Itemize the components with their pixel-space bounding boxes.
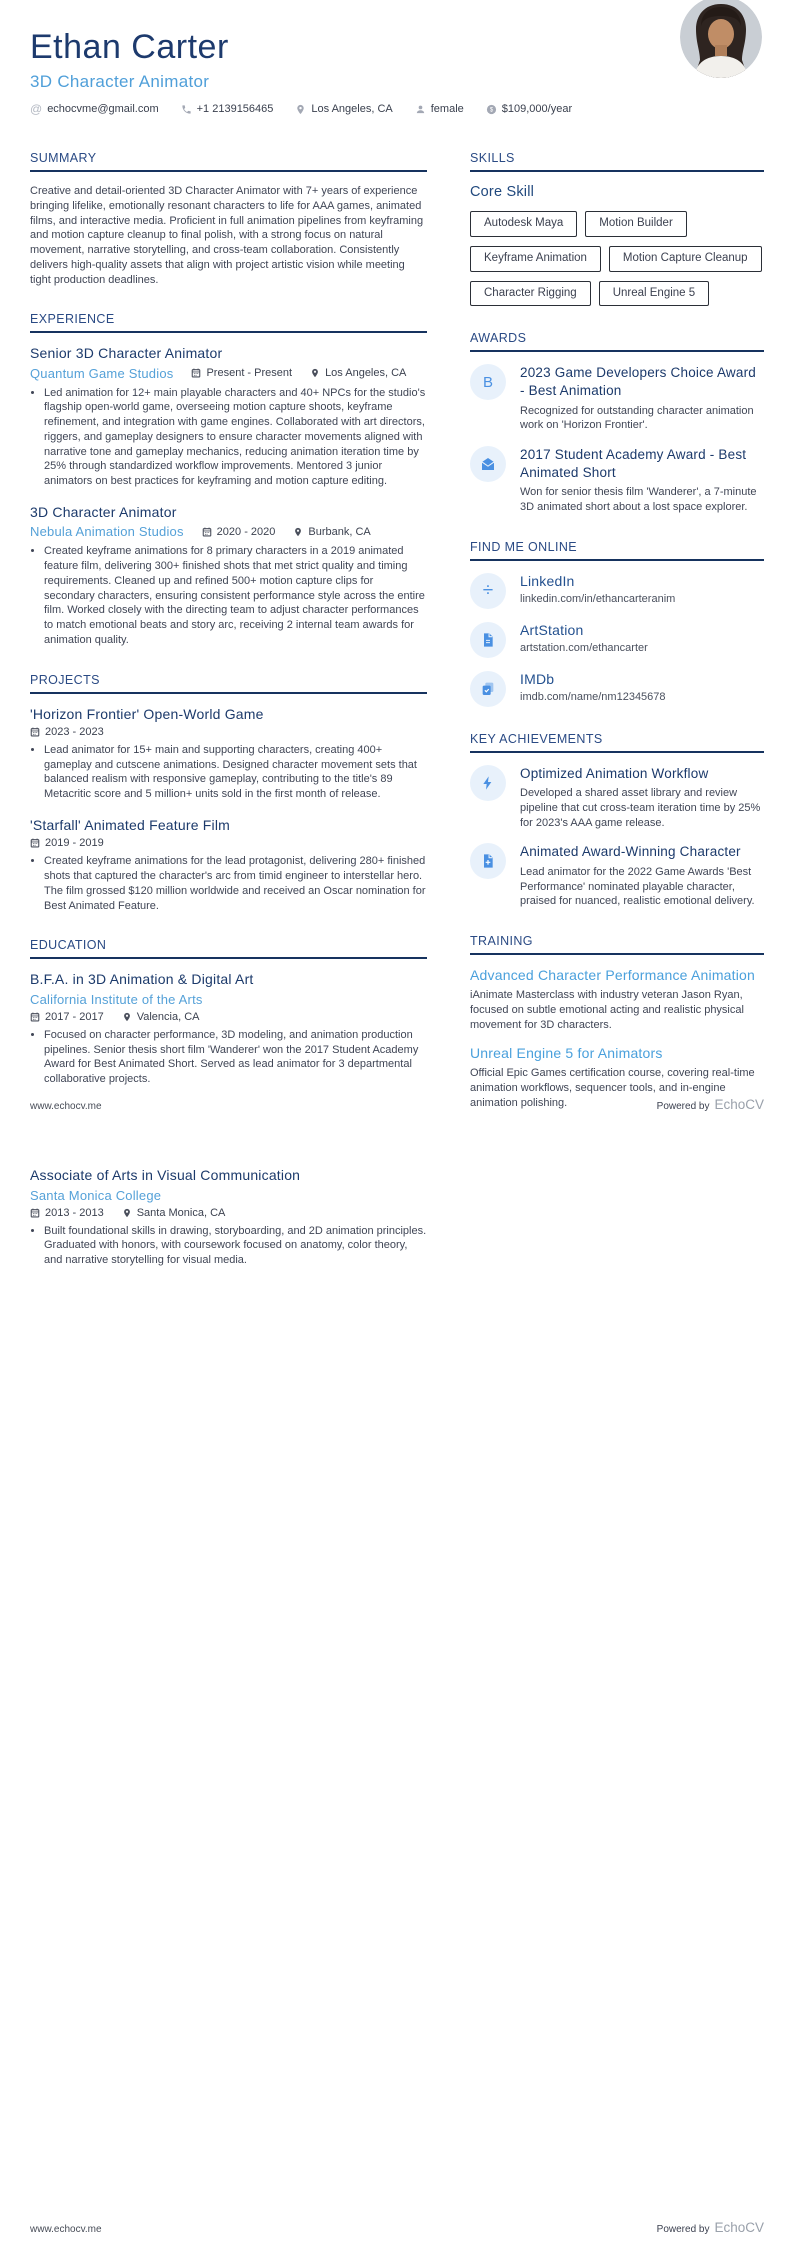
project-bullets [30, 743, 427, 802]
project-dates [30, 837, 104, 849]
training-item [470, 967, 764, 1032]
achievement-text: Lead animator for the 2022 Game Awards 'Best Performance' nominated playable character, praised for nuanced, realistic emotional delivery. [520, 865, 755, 908]
project-dates-value: 2019 - 2019 [45, 837, 104, 850]
project-bullet: • Created keyframe animations for the lead protagonist, delivering 280+ finished shots that captured the character's arc from timid engineer to interstellar hero. The film grossed $120 million worldwide and received an Oscar nomination for Best Animated Feature. [44, 854, 427, 913]
dollar-circle-icon [486, 104, 497, 115]
job-dates [202, 526, 276, 538]
job-dates-value: 2020 - 2020 [216, 525, 276, 538]
contact-location [295, 103, 392, 115]
training-heading: TRAINING [470, 934, 764, 955]
location-value: Los Angeles, CA [311, 103, 393, 116]
company-name: Quantum Game Studios [30, 365, 174, 381]
job-dates [191, 367, 292, 379]
achievement-title: Optimized Animation Workflow [520, 765, 709, 781]
resume-page-2 [0, 1123, 794, 2246]
find-me-online-section [470, 540, 764, 707]
education-location-value: Valencia, CA [136, 1010, 200, 1023]
job-bullets [30, 544, 427, 647]
phone-value: +1 2139156465 [196, 103, 274, 116]
brand-link[interactable]: EchoCV [714, 1097, 764, 1112]
profile-url: artstation.com/ethancarter [520, 641, 648, 654]
summary-heading: SUMMARY [30, 151, 427, 172]
online-profile-artstation[interactable] [470, 622, 764, 658]
skill-chip: Character Rigging [470, 281, 591, 307]
education-location [122, 1011, 200, 1023]
page1-columns [30, 151, 764, 1123]
calendar-icon [30, 727, 40, 737]
job-role: 3D Character Animator [30, 503, 177, 520]
calendar-icon [202, 527, 212, 537]
candidate-name: Ethan Carter [30, 28, 229, 66]
award-item [470, 364, 764, 433]
profile-url: linkedin.com/in/ethancarteranim [520, 592, 676, 605]
job-location [293, 526, 370, 538]
projects-heading: PROJECTS [30, 673, 427, 694]
job-location-value: Burbank, CA [308, 525, 371, 538]
skill-chip: Unreal Engine 5 [599, 281, 709, 307]
training-text: iAnimate Masterclass with industry veteran Jason Ryan, focused on subtle emotional acting and realistic physical movement for 3D characters. [470, 989, 744, 1031]
location-pin-icon [122, 1012, 132, 1022]
person-icon [415, 104, 426, 115]
education-bullets [30, 1028, 427, 1087]
award-text: Won for senior thesis film 'Wanderer', a 7-minute 3D animated short about a lost space explorer. [520, 486, 757, 513]
contact-row [30, 103, 764, 115]
project-bullets [30, 854, 427, 913]
school-name: Santa Monica College [30, 1187, 162, 1203]
project-name: 'Horizon Frontier' Open-World Game [30, 705, 264, 722]
brand-link[interactable]: EchoCV [714, 2220, 764, 2235]
left-column [30, 151, 427, 1123]
experience-item [30, 504, 427, 648]
projects-section [30, 673, 427, 914]
calendar-icon [30, 1208, 40, 1218]
salary-value: $109,000/year [501, 103, 573, 116]
school-name: California Institute of the Arts [30, 991, 203, 1007]
education-item [30, 1167, 427, 1268]
education-location [122, 1207, 226, 1219]
calendar-icon [191, 368, 201, 378]
location-pin-icon [310, 368, 320, 378]
awards-section [470, 331, 764, 514]
gender-value: female [430, 103, 464, 116]
education-location-value: Santa Monica, CA [136, 1206, 226, 1219]
education-item [30, 971, 427, 1086]
job-bullet: • Created keyframe animations for 8 primary characters in a 2019 animated feature film, delivering 300+ finished shots that met strict quality and timing requirements. Cleaned up and refined 500+ motion capture clips for secondary characters, ensuring consistent performance style across the entire film. Worked closely with the directing team to adjust character performances to match emotional beats and story arc, receiving 2 internal team awards for animation quality. [44, 544, 427, 647]
email-value: echocvme@gmail.com [47, 103, 159, 116]
page-footer [30, 2219, 764, 2237]
profile-label[interactable]: IMDb [520, 670, 555, 687]
links-heading: FIND ME ONLINE [470, 540, 764, 561]
file-plus-icon [470, 843, 506, 879]
training-section [470, 934, 764, 1110]
skill-chip: Motion Builder [585, 211, 687, 237]
profile-url: imdb.com/name/nm12345678 [520, 690, 666, 703]
location-pin-icon [295, 104, 306, 115]
job-bullet: • Led animation for 12+ main playable characters and 40+ NPCs for the studio's flagship open-world game, overseeing motion capture shoots, keyframe refinement, and integration with game engines. Collaborated with art directors, riggers, and gameplay designers to ensure character movements aligned with narrative tone and gameplay mechanics, reducing animation iteration time by 25% through standardized workflow improvements. Mentored 3 junior animators on best practices for keyframing and motion capture editing. [44, 386, 427, 489]
divide-icon: ÷ [470, 573, 506, 609]
online-profile-linkedin[interactable] [470, 573, 764, 609]
achievement-item [470, 765, 764, 831]
powered-by-label: Powered by [656, 2224, 710, 2235]
skills-heading: SKILLS [470, 151, 764, 172]
contact-email [30, 103, 159, 115]
phone-icon [181, 104, 192, 115]
education-bullets [30, 1224, 427, 1268]
experience-section [30, 312, 427, 647]
letter-b-badge-icon: B [470, 364, 506, 400]
project-dates [30, 726, 104, 738]
job-role: Senior 3D Character Animator [30, 345, 223, 362]
training-title: Advanced Character Performance Animation [470, 967, 756, 984]
education-dates [30, 1207, 104, 1219]
award-title: 2017 Student Academy Award - Best Animated Short [520, 447, 747, 480]
footer-site-link[interactable]: www.echocv.me [30, 2224, 102, 2235]
candidate-job-title: 3D Character Animator [30, 72, 210, 92]
summary-section [30, 151, 427, 287]
skill-chips [470, 211, 764, 306]
project-bullet: • Lead animator for 15+ main and supporting characters, creating 400+ gameplay and cutscene animations. Designed character movement sets that balanced realism with responsive gameplay, contributing to the title's 89 Metacritic score and 5 million+ units sold in the first month of release. [44, 743, 427, 802]
contact-phone [181, 103, 274, 115]
education-heading: EDUCATION [30, 938, 427, 959]
file-icon [470, 622, 506, 658]
summary-text: Creative and detail-oriented 3D Character Animator with 7+ years of experience bringing lifelike, emotionally resonant characters to life for AAA games, animated films, and interactive media. Proficient in full animation pipelines from keyframing and motion capture cleanup to final polish, with a strong focus on natural movement, narrative storytelling, and cross-team collaboration. Consistently delivers high-quality assets that align with project artistic vision while meeting tight production deadlines. [30, 185, 424, 286]
experience-item [30, 345, 427, 489]
page-footer [30, 1096, 764, 1114]
company-name: Nebula Animation Studios [30, 524, 184, 540]
page2-columns [30, 1167, 764, 1283]
project-name: 'Starfall' Animated Feature Film [30, 816, 231, 833]
training-title: Unreal Engine 5 for Animators [470, 1045, 663, 1062]
education-section [30, 938, 427, 1086]
right-column [470, 1167, 764, 1283]
award-text: Recognized for outstanding character animation work on 'Horizon Frontier'. [520, 404, 754, 432]
education-dates-value: 2013 - 2013 [45, 1206, 104, 1219]
education-bullet: • Focused on character performance, 3D modeling, and animation production pipelines. Senior thesis short film 'Wanderer' won the 2017 Student Academy Award for Best Animated Short. Served as lead animator for 3 departmental collaborative projects. [44, 1028, 427, 1087]
skill-chip: Keyframe Animation [470, 246, 601, 272]
project-item [30, 817, 427, 913]
job-bullets [30, 386, 427, 489]
email-icon: @ [30, 102, 43, 117]
training-text: Official Epic Games certification course, covering real-time animation workflows, sequencer tools, and in-engine animation polishing. [470, 1067, 755, 1109]
envelope-icon [470, 446, 506, 482]
footer-site-link[interactable]: www.echocv.me [30, 1101, 102, 1112]
calendar-icon [30, 1012, 40, 1022]
experience-heading: EXPERIENCE [30, 312, 427, 333]
job-location [310, 367, 406, 379]
location-pin-icon [122, 1208, 132, 1218]
contact-salary [486, 103, 572, 115]
education-dates [30, 1011, 104, 1023]
contact-gender [415, 103, 464, 115]
achievement-item [470, 843, 764, 909]
key-achievements-section [470, 732, 764, 910]
powered-by-label: Powered by [656, 1101, 710, 1112]
calendar-icon [30, 838, 40, 848]
skill-chip: Autodesk Maya [470, 211, 577, 237]
education-bullet: • Built foundational skills in drawing, storyboarding, and 2D animation principles. Graduated with honors, with coursework focused on anatomy, color theory, and narrative storytelling for visual media. [44, 1224, 427, 1268]
lightning-bolt-icon [470, 765, 506, 801]
achievements-heading: KEY ACHIEVEMENTS [470, 732, 764, 753]
resume-header [30, 0, 764, 115]
education-dates-value: 2017 - 2017 [45, 1010, 104, 1023]
right-column [470, 151, 764, 1123]
awards-heading: AWARDS [470, 331, 764, 352]
degree-name: B.F.A. in 3D Animation & Digital Art [30, 971, 254, 988]
profile-label[interactable]: ArtStation [520, 621, 584, 638]
copy-check-icon [470, 671, 506, 707]
project-dates-value: 2023 - 2023 [45, 726, 104, 739]
skills-section [470, 151, 764, 306]
job-location-value: Los Angeles, CA [325, 367, 407, 380]
award-title: 2023 Game Developers Choice Award - Best Animation [520, 365, 756, 399]
skills-group-title: Core Skill [470, 184, 535, 201]
profile-label[interactable]: LinkedIn [520, 572, 575, 589]
online-profile-imdb[interactable] [470, 671, 764, 707]
job-dates-value: Present - Present [206, 367, 293, 380]
project-item [30, 706, 427, 802]
left-column [30, 1167, 427, 1283]
skill-chip: Motion Capture Cleanup [609, 246, 762, 272]
degree-name: Associate of Arts in Visual Communication [30, 1167, 301, 1183]
award-item [470, 446, 764, 515]
location-pin-icon [293, 527, 303, 537]
achievement-title: Animated Award-Winning Character [520, 844, 741, 860]
achievement-text: Developed a shared asset library and review pipeline that cut cross-team iteration time by 25% for 2023's AAA game release. [520, 787, 761, 829]
svg-text:$: $ [489, 107, 493, 114]
